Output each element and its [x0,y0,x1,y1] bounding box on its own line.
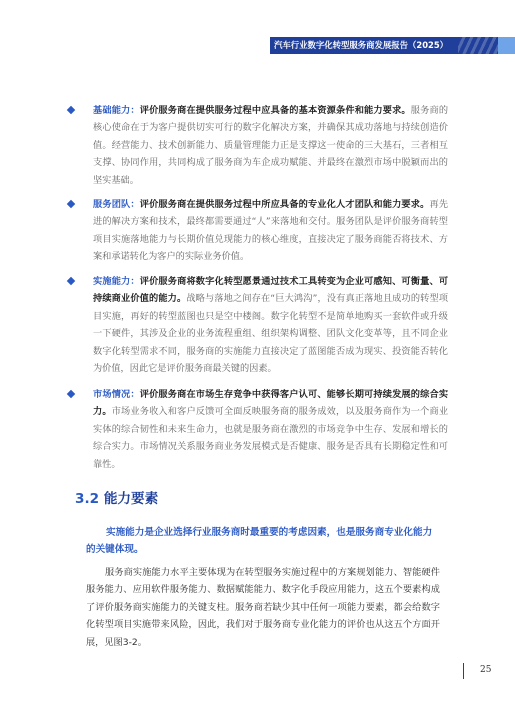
bullet-lead: 基础能力： [93,105,140,116]
bullet-lead: 服务团队： [93,199,140,210]
bullet-lead: 实施能力： [93,276,140,287]
highlight-statement: 实施能力是企业选择行业服务商时最重要的考虑因素，也是服务商专业化能力的关键体现。 [86,527,433,556]
section-heading [75,487,158,507]
bullet-lead: 市场情况： [93,389,140,400]
bullet-item-basic-capability [68,102,448,189]
bullet-item-service-team [68,196,448,266]
header-cap-decoration [498,37,515,54]
bullet-body: 战略与落地之间存在“巨大鸿沟”，没有真正落地且成功的转型项目实施，再好的转型蓝图也只是空中楼阁。数字化转型不是简单地购买一套软件或升级一下硬件，其涉及企业的业务流程重组、组织架构调整、团队文化变革等，且不同企业数字化转型需求不同，服务商的实施能力直接决定了蓝图能否成为现实、投资能否转化为价值，因此它是评价服务商最关键的因素。 [93,293,449,375]
body-paragraph: 服务商实施能力水平主要体现为在转型服务实施过程中的方案规划能力、智能硬件服务能力、应用软件服务能力、数据赋能能力、数字化手段应用能力，这五个要素构成了评价服务商实施能力的关键支柱。服务商若缺少其中任何一项能力要素，都会给数字化转型项目实施带来风险，因此，我们对于服务商专业化能力的评价也从这五个方面开展，见图3-2。 [86,567,440,648]
section-number: 3.2 [75,491,100,507]
header-stripes-decoration [458,37,498,54]
bullet-item-implementation [68,273,448,377]
bullet-body: 服务商的核心使命在于为客户提供切实可行的数字化解决方案，并确保其成功落地与持续创造价值。经营能力、技术创新能力、质量管理能力正是支撑这一使命的三大基石，三者相互支撑、协同作用，共同构成了服务商为车企成功赋能、并最终在激烈市场中脱颖而出的坚实基础。 [93,105,449,186]
bullet-body: 再先进的解决方案和技术，最终都需要通过“人”来落地和交付。服务团队是评价服务商转型项目实施落地能力与长期价值兑现能力的核心维度，直接决定了服务商能否将技术、方案和承诺转化为客户的实际业务价值。 [93,199,449,263]
running-header-title: 汽车行业数字化转型服务商发展报告（2025） [274,40,449,50]
bullet-lead-detail: 评价服务商在提供服务过程中应具备的基本资源条件和能力要求。 [139,105,411,116]
page-number: 25 [480,665,492,675]
bullet-body: 市场业务收入和客户反馈可全面反映服务商的服务成效，以及服务商作为一个商业实体的综合韧性和未来生命力，也就是服务商在激烈的市场竞争中生存、发展和增长的综合实力。市场情况关系服务商业务发展模式是否健康、服务是否具有长期稳定性和可靠性。 [93,406,449,470]
page-number-rule [463,663,464,679]
bullet-lead-detail: 评价服务商在提供服务过程中所应具备的专业化人才团队和能力要求。 [139,199,430,210]
bullet-lead-detail: 评价服务商将数字化转型愿景通过技术工具转变为企业可感知、可衡量、可持续商业价值的能力。 [93,276,449,305]
section-title-text: 能力要素 [103,491,159,507]
bullet-item-market [68,386,448,473]
bullet-lead-detail: 评价服务商在市场生存竞争中获得客户认可、能够长期可持续发展的综合实力。 [93,389,449,418]
